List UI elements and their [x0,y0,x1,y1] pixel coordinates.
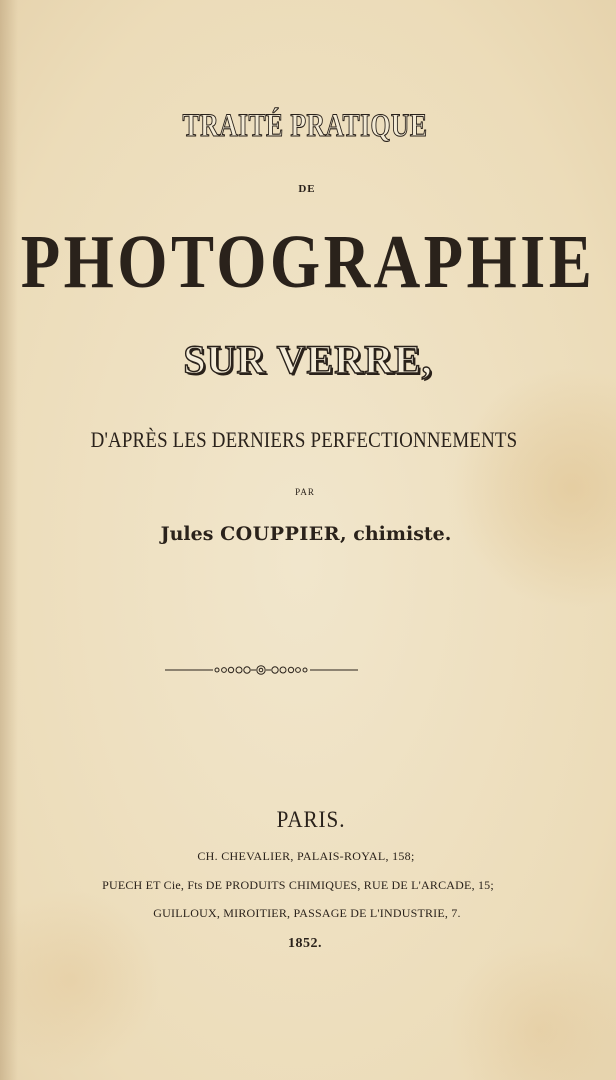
title-connector-de: DE [298,183,316,195]
author-title: , chimiste. [340,523,452,545]
publication-year: 1852. [288,936,322,951]
publication-city: PARIS. [276,807,346,832]
publisher-line-guilloux: GUILLOUX, MIROITIER, PASSAGE DE L'INDUSTRIE, 7. [153,906,461,920]
author-line [0,525,614,544]
title-line-sur-verre: SUR VERRE, [183,337,433,382]
publisher-line-puech: PUECH ET Cie, Fts DE PRODUITS CHIMIQUES, RUE DE L'ARCADE, 15; [102,878,494,892]
by-label: PAR [295,487,315,497]
rule-with-circles-ornament [165,662,358,678]
subtitle-derniers-perfectionnements: D'APRÈS LES DERNIERS PERFECTIONNEMENTS [90,427,518,452]
publisher-line-chevalier: CH. CHEVALIER, PALAIS-ROYAL, 158; [197,849,415,863]
main-title-photographie: PHOTOGRAPHIE [20,220,596,304]
author-surname: COUPPIER [220,523,341,545]
author-first-name: Jules [160,523,214,545]
title-line-traite-pratique: TRAITÉ PRATIQUE [182,108,428,144]
